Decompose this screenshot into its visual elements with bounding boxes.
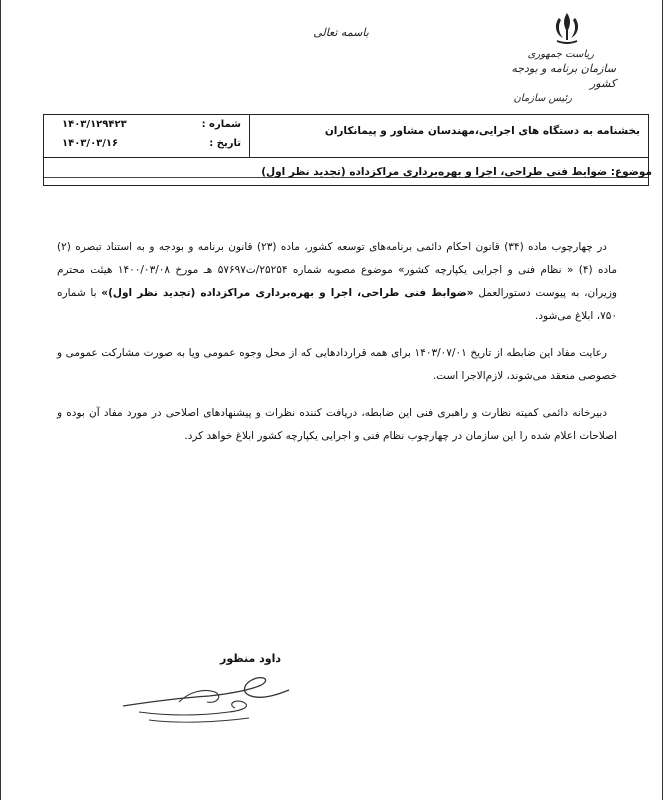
body-paragraph-1: در چهارچوب ماده (۳۴) قانون احکام دائمی برنامه‌های توسعه کشور، ماده (۲۳) قانون برنامه و بودجه و به استناد تبصره (۲) ماده (۴) « نظام فنی و اجرایی یکپارچه کشور» موضوع مصوبه شماره ۲۵۲۵۴/ت۵۷۶۹۷ هـ مورخ ۱۴۰۰/۰۳/۰۸ هیئت محترم وزیران، به پیوست دستورالعمل «ضوابط فنی طراحی، اجرا و بهره‌برداری مراکزداده (تجدید نظر اول)» با شماره ۷۵۰، ابلاغ می‌شود. bbox=[57, 241, 618, 322]
bismillah-text: باسمه تعالی bbox=[313, 26, 369, 39]
handwritten-signature bbox=[119, 672, 299, 728]
org-head-title: رئیس سازمان bbox=[513, 93, 572, 104]
date-label: تاریخ : bbox=[209, 138, 241, 149]
subject-line: موضوع: ضوابط فنی طراحی، اجرا و بهره‌برداری مراکزداده (تجدید نظر اول) bbox=[261, 166, 652, 178]
iran-emblem-icon bbox=[549, 10, 585, 48]
number-value: ۱۴۰۳/۱۲۹۴۲۳ bbox=[62, 119, 127, 130]
organization-block bbox=[486, 48, 616, 106]
letter-body bbox=[57, 236, 617, 462]
letter-date-row bbox=[50, 136, 245, 154]
body-paragraph-3: دبیرخانه دائمی کمیته نظارت و راهبری فنی این ضابطه، دریافت کننده نظرات و پیشنهادهای اصلاحی در مورد مفاد آن بوده و اصلاحات اعلام شده را این سازمان در چهارچوب نظام فنی و اجرایی یکپارچه کشور ابلاغ خواهد کرد. bbox=[57, 407, 617, 442]
letter-number-row bbox=[50, 117, 245, 135]
recipients-text: بخشنامه به دستگاه های اجرایی،مهندسان مشاور و پیمانکاران bbox=[324, 125, 640, 137]
signer-name: داود منظور bbox=[220, 652, 281, 665]
info-column-divider bbox=[249, 115, 250, 157]
info-divider bbox=[44, 157, 648, 158]
number-label: شماره : bbox=[201, 119, 241, 130]
guideline-title: «ضوابط فنی طراحی، اجرا و بهره‌برداری مراکزداده (تجدید نظر اول)» bbox=[101, 287, 474, 299]
org-name: سازمان برنامه و بودجه کشور bbox=[511, 62, 616, 90]
body-paragraph-2: رعایت مفاد این ضابطه از تاریخ ۱۴۰۳/۰۷/۰۱ برای همه قراردادهایی که از محل وجوه عمومی ویا به صورت مشارکت عمومی و خصوصی منعقد می‌شوند، لازم‌الاجرا است. bbox=[57, 347, 617, 382]
org-presidency: ریاست جمهوری bbox=[527, 49, 594, 60]
date-value: ۱۴۰۳/۰۳/۱۶ bbox=[62, 138, 119, 149]
